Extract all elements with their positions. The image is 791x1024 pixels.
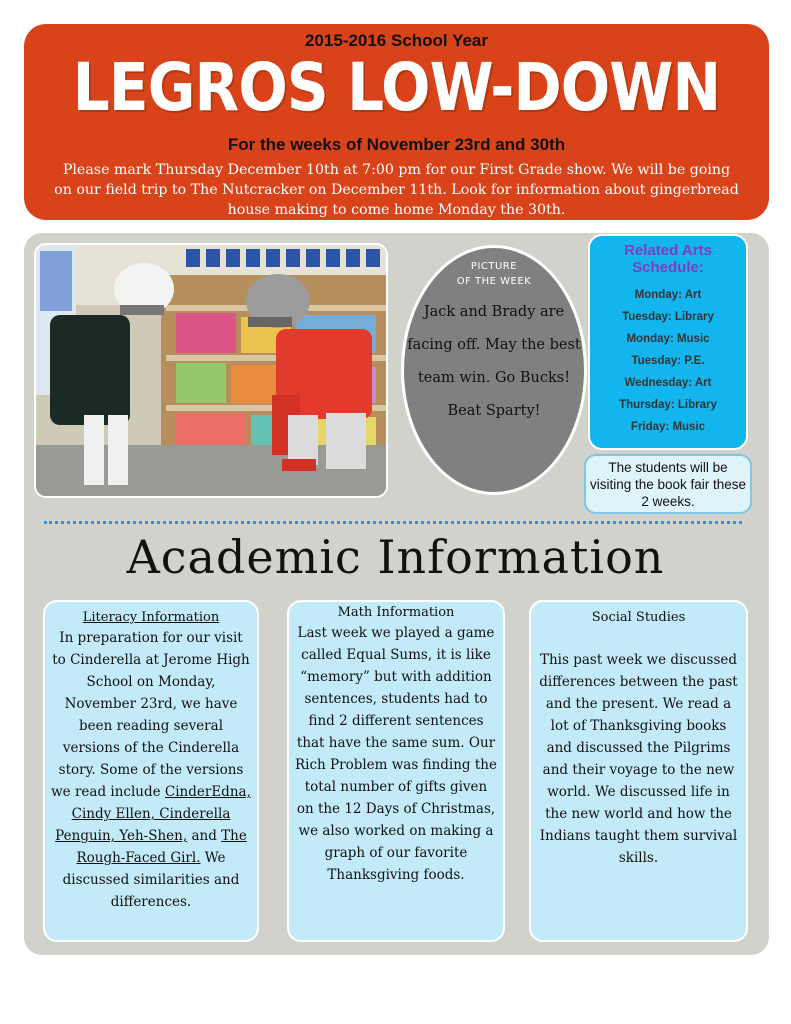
classroom-photo	[34, 243, 388, 498]
book-fair-note: The students will be visiting the book fair these 2 weeks.	[584, 454, 752, 514]
school-year: 2015-2016 School Year	[304, 31, 489, 50]
schedule-item: Tuesday: P.E.	[631, 355, 705, 367]
potw-caption	[404, 259, 584, 289]
literacy-book-title-last: The Rough-Faced Girl.	[76, 828, 247, 866]
related-arts-schedule	[588, 234, 748, 450]
schedule-list	[590, 284, 746, 438]
newsletter-title: LEGROS LOW-DOWN	[72, 49, 721, 126]
math-text: Last week we played a game called Equal Sums, it is like “memory” but with addition sentences, students had to find 2 different sentences that have the same sum. Our Rich Problem was finding the total number of gifts given on the 12 Days of Christmas, we also worked on making a graph of our favorite Thanksgiving foods.	[295, 625, 497, 883]
potw-caption-line1: PICTURE	[470, 261, 518, 272]
literacy-intro: In preparation for our visit to Cinderella at Jerome High School on Monday, November 23rd, we have been reading several versions of the Cinderella story. Some of the versions we read include	[51, 630, 250, 800]
picture-of-the-week	[401, 245, 587, 495]
dotted-divider	[44, 521, 742, 524]
literacy-text	[51, 627, 251, 913]
literacy-box	[43, 600, 259, 942]
literacy-ending: We discussed similarities and differences.	[62, 850, 240, 910]
related-arts-heading: Related Arts Schedule:	[624, 242, 712, 276]
schedule-item: Thursday: Library	[619, 399, 717, 411]
weeks-subtitle: For the weeks of November 23rd and 30th	[227, 135, 566, 154]
literacy-book-titles: CinderEdna, Cindy Ellen, Cinderella Penguin, Yeh-Shen,	[55, 784, 251, 844]
literacy-heading: Literacy Information	[82, 610, 220, 625]
schedule-item: Wednesday: Art	[624, 377, 712, 389]
literacy-and: and	[191, 828, 217, 844]
schedule-item: Tuesday: Library	[622, 311, 714, 323]
math-box	[287, 600, 505, 942]
social-studies-text: This past week we discussed differences between the past and the present. We read a lot of Thanksgiving books and discussed the Pilgrims and their voyage to the new world. We discussed life in the new world and how the Indians taught them survival skills.	[539, 652, 738, 866]
announcement-text: Please mark Thursday December 10th at 7:00 pm for our First Grade show. We will be going on our field trip to The Nutcracker on December 11th. Look for information about gingerbread house making to come home Monday the 30th.	[54, 162, 739, 218]
section-title: Academic Information	[126, 530, 665, 584]
social-studies-box	[529, 600, 748, 942]
schedule-item: Monday: Music	[626, 333, 710, 345]
schedule-item: Friday: Music	[630, 421, 706, 433]
potw-caption-line2: OF THE WEEK	[456, 276, 532, 287]
photo-illustration	[36, 245, 388, 498]
math-heading: Math Information	[337, 605, 455, 620]
schedule-item: Monday: Art	[634, 289, 702, 301]
potw-text: Jack and Brady are facing off. May the best team win. Go Bucks! Beat Sparty!	[407, 304, 581, 419]
social-studies-heading: Social Studies	[591, 610, 686, 625]
newsletter-banner	[24, 24, 769, 220]
